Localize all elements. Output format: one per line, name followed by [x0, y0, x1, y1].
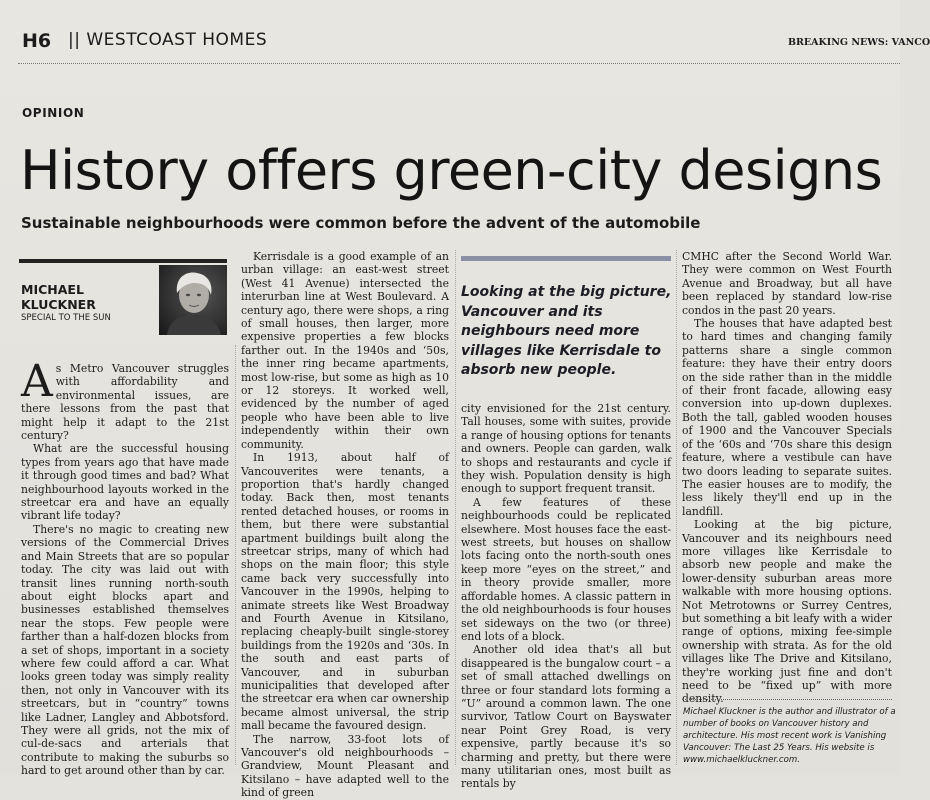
section-label: OPINION: [22, 106, 85, 120]
paragraph: As Metro Vancouver struggles with affordability and environmental issues, are there lessons from the past that might help it adapt to the 21st century?: [21, 356, 229, 443]
paragraph: Another old idea that's all but disappeared is the bungalow court – a set of small attached dwellings on three or four standard lots forming a “U” around a common lawn. The one survivor, Tatlow Court on Bayswater near Point Grey Road, is very expensive, partly because it's so charming and pretty, but there were many utilitarian ones, most built as rentals by: [461, 643, 671, 791]
article-column-2: [241, 250, 449, 800]
byline-divider: [19, 259, 227, 263]
headline: History offers green-city designs: [20, 139, 883, 202]
paragraph: What are the successful housing types from years ago that have made it through good times and bad? What neighbourhood layouts worked in the streetcar era and have an equally vibrant life today?: [21, 442, 229, 523]
pull-quote: Looking at the big picture, Vancouver and its neighbours need more villages like Kerrisdale to absorb new people.: [461, 284, 672, 378]
paragraph: city envisioned for the 21st century. Tall houses, some with suites, provide a range of housing options for tenants and owners. People can garden, walk to shops and restaurants and cycle if they wish. Population density is high enough to support frequent transit.: [461, 402, 671, 496]
column-divider: [455, 250, 456, 765]
paragraph: CMHC after the Second World War. They were common on West Fourth Avenue and Broadway, but all have been replaced by standard low-rise condos in the past 20 years.: [682, 250, 892, 317]
bio-divider: [682, 699, 892, 700]
paragraph: Kerrisdale is a good example of an urban village: an east-west street (West 41 Avenue) intersected the interurban line at West Boulevard. A century ago, there were shops, a ring of small houses, then larger, more expensive properties a few blocks farther out. In the 1940s and ‘50s, the inner ring became apartments, most low-rise, but some as high as 10 or 12 storeys. It worked well, evidenced by the number of aged people who have been able to live independently within their own community.: [241, 250, 449, 451]
page-header: [0, 0, 930, 62]
article-column-3: [461, 402, 671, 791]
author-photo: [159, 265, 227, 335]
breaking-news-label: BREAKING NEWS: VANCO: [788, 37, 930, 48]
paragraph: There's no magic to creating new versions of the Commercial Drives and Main Streets that are so popular today. The city was laid out with transit lines running north-south about eight blocks apart and businesses established themselves near the stops. Few people were farther than a half-dozen blocks from a set of shops, important in a society where few could afford a car. What looks green today was simply reality then, not only in Vancouver with its streetcars, but in “country” towns like Ladner, Langley and Abbotsford. They were all grids, not the mix of cul-de-sacs and arterials that contribute to making the suburbs so hard to get around other than by car.: [21, 522, 229, 778]
paragraph: In 1913, about half of Vancouverites were tenants, a proportion that's hardly changed today. Back then, most tenants rented detached houses, or rooms in them, but there were substantial apartment buildings built along the streetcar strips, many of which had shops on the main floor; this style came back very successfully into Vancouver in the 1990s, helping to animate streets like West Broadway and Fourth Avenue in Kitsilano, replacing cheaply-built single-storey buildings from the 1920s and ‘30s. In the south and east parts of Vancouver, and in suburban municipalities that developed after the streetcar era when car ownership became almost universal, the strip mall became the favoured design.: [241, 451, 449, 733]
header-divider: [18, 63, 900, 64]
author-name: [21, 282, 96, 312]
paragraph: The narrow, 33-foot lots of Vancouver's old neighbourhoods – Grandview, Mount Pleasant and Kitsilano – have adapted well to the kind of green: [241, 732, 449, 800]
paragraph: The houses that have adapted best to hard times and changing family patterns share a single common feature: they have their entry doors on the side rather than in the middle of their front facade, allowing easy conversion into up-down duplexes. Both the tall, gabled wooden houses of 1900 and the Vancouver Specials of the ‘60s and ‘70s share this design feature, where a vestibule can have two doors leading to separate suites. The easier houses are to modify, the less likely they'll end up in the landfill.: [682, 317, 892, 518]
subheadline: Sustainable neighbourhoods were common before the advent of the automobile: [21, 214, 701, 232]
article-column-1: [21, 356, 229, 778]
paragraph: Looking at the big picture, Vancouver and its neighbours need more villages like Kerrisdale to absorb new people and make the lower-density suburban areas more walkable with more housing options. Not Metrotowns or Surrey Centres, but something a bit leafy with a wider range of options, mixing fee-simple ownership with strata. As for the old villages like The Drive and Kitsilano, they're working just fine and don't need to be “fixed up” with more density.: [682, 518, 892, 706]
author-last-name: KLUCKNER: [21, 297, 96, 312]
author-bio: Michael Kluckner is the author and illustrator of a number of books on Vancouver history and architecture. His most recent work is Vanishing Vancouver: The Last 25 Years. His website is www.michaelkluckner.com.: [683, 707, 896, 765]
author-credit: SPECIAL TO THE SUN: [21, 313, 111, 323]
column-divider: [676, 250, 677, 765]
author-first-name: MICHAEL: [21, 282, 84, 297]
page-number: H6: [22, 30, 52, 52]
column-divider: [235, 345, 236, 765]
drop-cap: A: [21, 356, 53, 407]
article-column-4: [682, 250, 892, 706]
pull-quote-bar: [461, 256, 671, 261]
paragraph: A few features of these neighbourhoods could be replicated elsewhere. Most houses face the east-west streets, but houses on shallow lots facing onto the north-south ones keep more “eyes on the street,” and in theory provide smaller, more affordable homes. A classic pattern in the old neighbourhoods is four houses set sideways on the two (or three) end lots of a block.: [461, 495, 671, 643]
section-name: || WESTCOAST HOMES: [68, 30, 268, 50]
